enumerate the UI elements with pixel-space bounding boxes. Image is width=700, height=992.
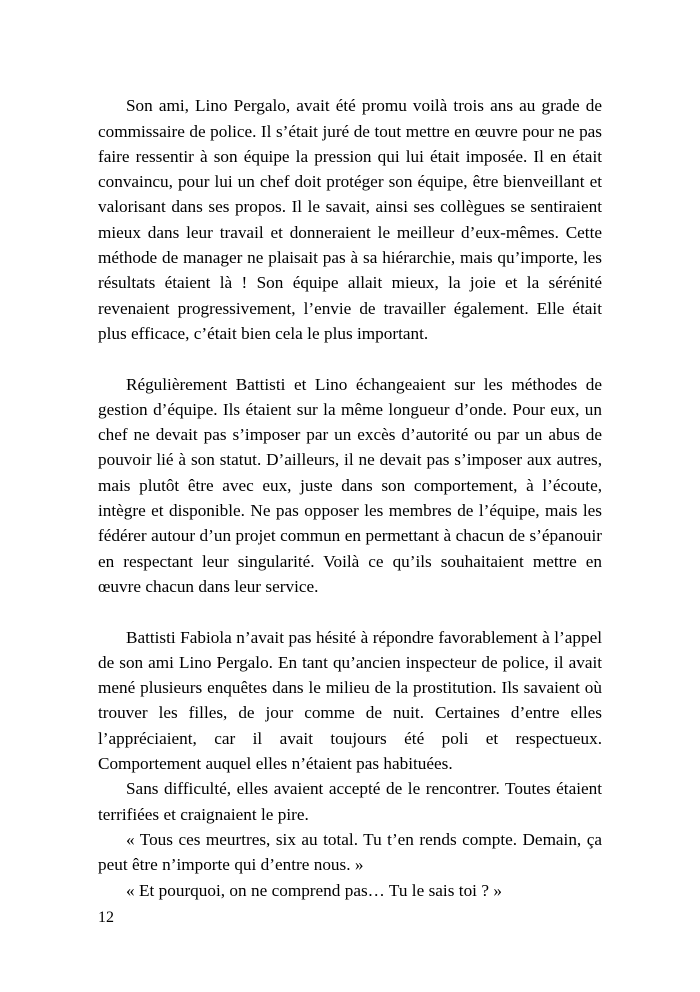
dialogue-paragraph: « Et pourquoi, on ne comprend pas… Tu le sais toi ? » <box>126 880 502 900</box>
page-number: 12 <box>98 909 114 926</box>
body-paragraph: Battisti Fabiola n’avait pas hésité à répondre favorablement à l’appel de son ami Lino Pergalo. En tant qu’ancien inspecteur de police, il avait mené plusieurs enquêtes dans le milieu de la prostitution. Ils savaient où trouver les filles, de jour comme de nuit. Certaines d’entre elles l’appréciaient, car il avait toujours été poli et respectueux. Comportement auquel elles n’étaient pas habituées. <box>98 627 602 774</box>
body-paragraph: Régulièrement Battisti et Lino échangeaient sur les méthodes de gestion d’équipe. Ils étaient sur la même longueur d’onde. Pour eux, un chef ne devait pas s’imposer par un excès d’autorité ou par un abus de pouvoir lié à son statut. D’ailleurs, il ne devait pas s’imposer aux autres, mais plutôt être avec eux, juste dans son comportement, à l’écoute, intègre et disponible. Ne pas opposer les membres de l’équipe, mais les fédérer autour d’un projet commun en permettant à chacun de s’épanouir en respectant leur singularité. Voilà ce qu’ils souhaitaient mettre en œuvre chacun dans leur service. <box>98 374 602 596</box>
body-text-column <box>98 68 602 903</box>
body-paragraph: Sans difficulté, elles avaient accepté de le rencontrer. Toutes étaient terrifiées et craignaient le pire. <box>98 779 602 824</box>
dialogue-paragraph: « Tous ces meurtres, six au total. Tu t’en rends compte. Demain, ça peut être n’importe qui d’entre nous. » <box>98 829 602 875</box>
body-paragraph: Son ami, Lino Pergalo, avait été promu voilà trois ans au grade de commissaire de police. Il s’était juré de tout mettre en œuvre pour ne pas faire ressentir à son équipe la pression qui lui était imposée. Il en était convaincu, pour lui un chef doit protéger son équipe, être bienveillant et valorisant dans ses propos. Il le savait, ainsi ses collègues se sentiraient mieux dans leur travail et donneraient le meilleur d’eux-mêmes. Cette méthode de manager ne plaisait pas à sa hiérarchie, mais qu’importe, les résultats étaient là ! Son équipe allait mieux, la joie et la sérénité revenaient progressivement, l’envie de travailler également. Elle était plus efficace, c’était bien cela le plus important. <box>98 96 602 343</box>
